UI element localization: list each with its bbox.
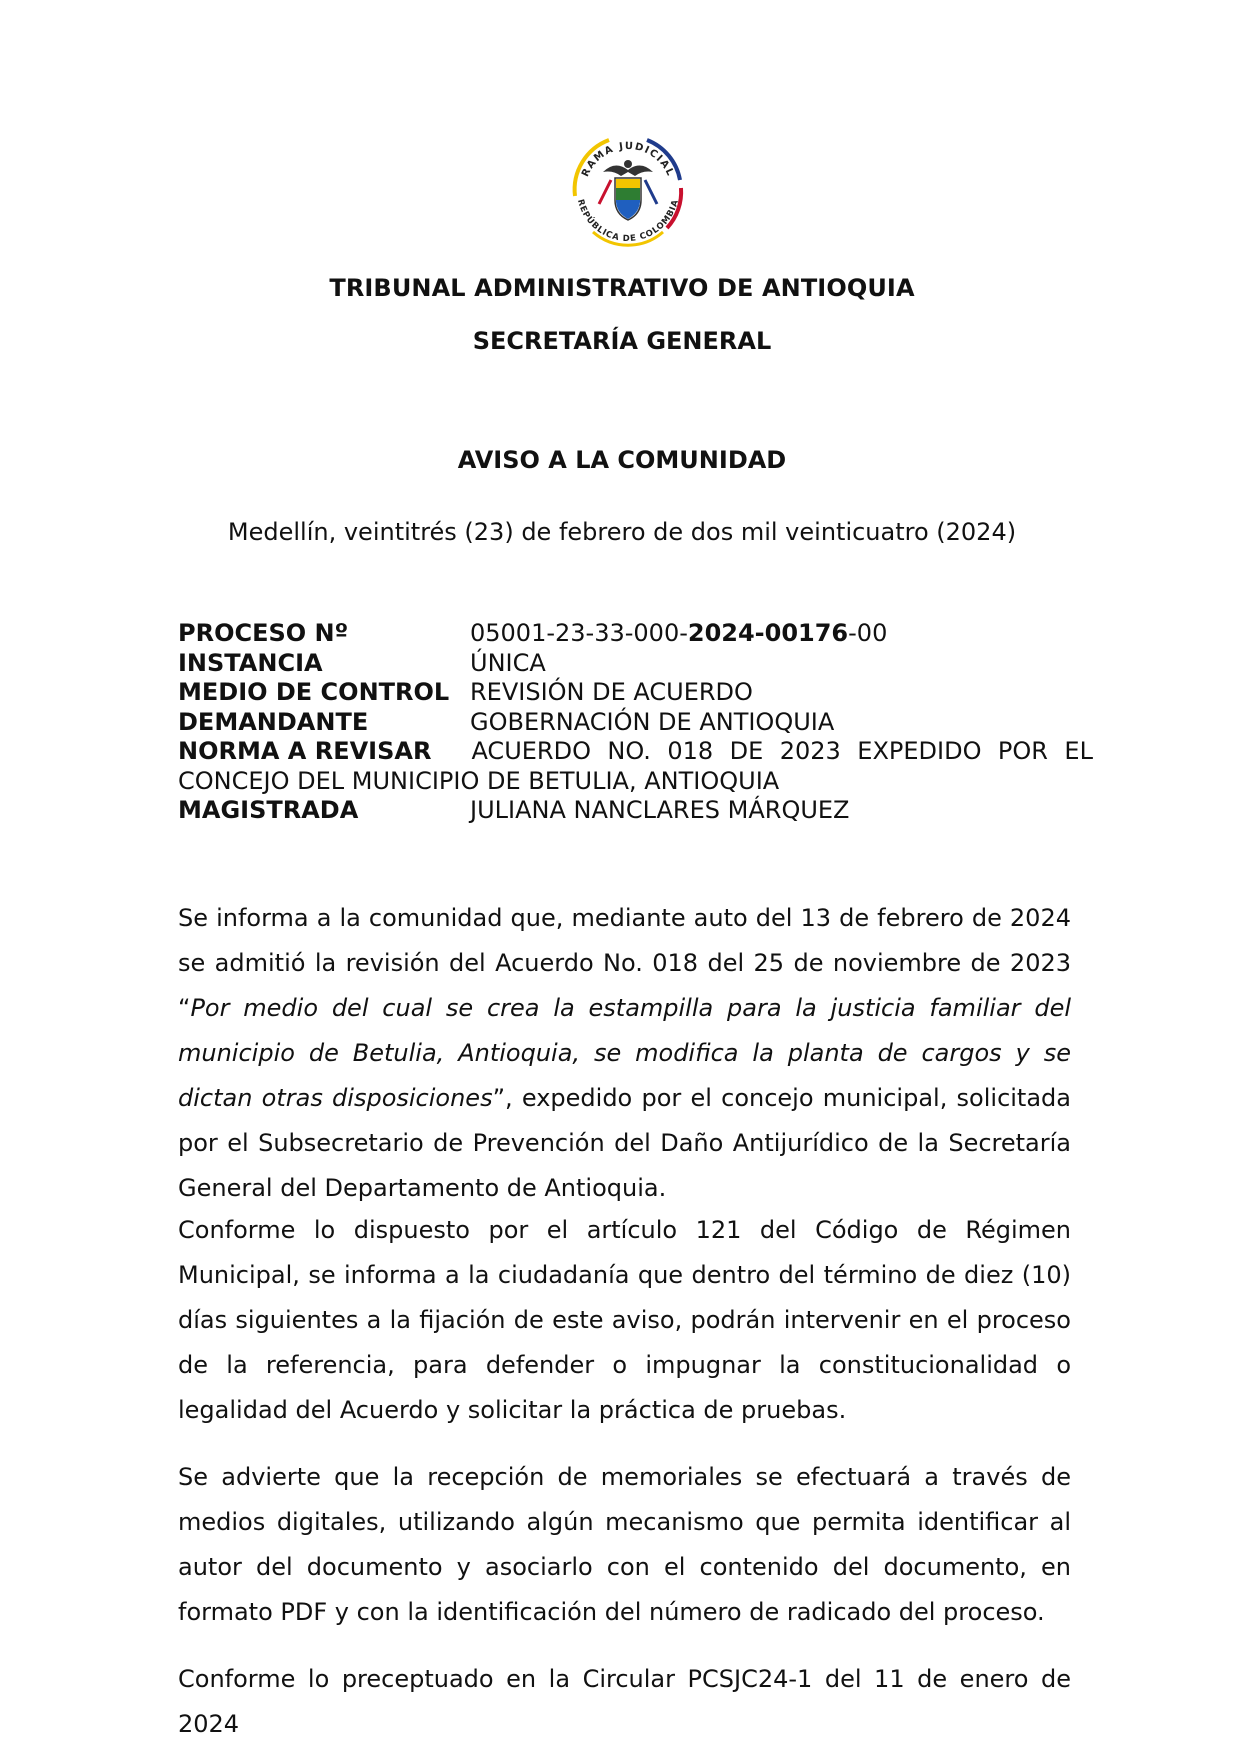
medio-control-row bbox=[178, 678, 1093, 708]
demandante-label: DEMANDANTE bbox=[178, 707, 369, 736]
instancia-value: ÚNICA bbox=[470, 648, 546, 677]
norma-word: 018 bbox=[667, 737, 714, 765]
norma-word: EXPEDIDO bbox=[857, 737, 982, 765]
paragraph-circular: Conforme lo preceptuado en la Circular PCSJC24-1 del 11 de enero de 2024 bbox=[178, 1665, 1071, 1738]
magistrada-value: JULIANA NANCLARES MÁRQUEZ bbox=[470, 796, 850, 824]
norma-row bbox=[178, 737, 1093, 767]
norma-word: ACUERDO bbox=[471, 737, 591, 765]
instancia-row bbox=[178, 649, 1093, 679]
norma-word: DE bbox=[729, 737, 764, 765]
norma-label: NORMA A REVISAR bbox=[178, 737, 432, 765]
svg-text:RAMA JUDICIAL: RAMA JUDICIAL bbox=[580, 140, 676, 179]
demandante-row bbox=[178, 708, 1093, 738]
norma-word: 2023 bbox=[779, 737, 841, 765]
magistrada-row bbox=[178, 796, 1093, 826]
norma-row-continued bbox=[178, 767, 1093, 797]
norma-word: POR bbox=[997, 737, 1048, 765]
medio-control-label: MEDIO DE CONTROL bbox=[178, 678, 450, 706]
paragraph-memorials: Se advierte que la recepción de memoriales se efectuará a través de medios digitales, utilizando algún mecanismo que permita identificar al autor del documento y asociarlo con el contenido del documento, en formato PDF y con la identificación del número de radicado del proceso. bbox=[178, 1463, 1071, 1626]
paragraph-intervention: Conforme lo dispuesto por el artículo 121 del Código de Régimen Municipal, se informa a la ciudadanía que dentro del término de diez (10) días siguientes a la fijación de este aviso, podrán intervenir en el proceso de la referencia, para defender o impugnar la constitucionalidad o legalidad del Acuerdo y solicitar la práctica de pruebas. bbox=[178, 1216, 1071, 1424]
norma-word: EL bbox=[1064, 737, 1093, 765]
norma-value-line2: CONCEJO DEL MUNICIPIO DE BETULIA, ANTIOQUIA bbox=[178, 766, 780, 795]
paragraph-admission: Se informa a la comunidad que, mediante auto del 13 de febrero de 2024 se admitió la revisión del Acuerdo No. 018 del 25 de noviembre de 2023 “Por medio del cual se crea la estampilla para la justicia familiar del municipio de Betulia, Antioquia, se modifica la planta de cargos y se dictan otras disposiciones”, expedido por el concejo municipal, solicitada por el Subsecretario de Prevención del Daño Antijurídico de la Secretaría General del Departamento de Antioquia. bbox=[178, 904, 1071, 1202]
office-name: SECRETARÍA GENERAL bbox=[472, 327, 772, 355]
demandante-value: GOBERNACIÓN DE ANTIOQUIA bbox=[470, 707, 835, 736]
norma-word: NO. bbox=[607, 737, 651, 765]
medio-control-value: REVISIÓN DE ACUERDO bbox=[470, 678, 753, 706]
proceso-label: PROCESO Nº bbox=[178, 619, 349, 647]
proceso-row bbox=[178, 619, 1093, 649]
notice-title: AVISO A LA COMUNIDAD bbox=[457, 446, 787, 474]
norma-value-line1 bbox=[471, 737, 1093, 767]
rama-judicial-seal-icon bbox=[563, 126, 693, 256]
proceso-value: 05001-23-33-000-2024-00176-00 bbox=[470, 619, 888, 647]
tribunal-name: TRIBUNAL ADMINISTRATIVO DE ANTIOQUIA bbox=[329, 274, 915, 302]
instancia-label: INSTANCIA bbox=[178, 648, 323, 677]
process-details bbox=[178, 619, 1093, 826]
svg-text:REPÚBLICA DE COLOMBIA: REPÚBLICA DE COLOMBIA bbox=[574, 198, 682, 245]
magistrada-label: MAGISTRADA bbox=[178, 796, 359, 824]
notice-date: Medellín, veintitrés (23) de febrero de dos mil veinticuatro (2024) bbox=[227, 518, 1017, 546]
